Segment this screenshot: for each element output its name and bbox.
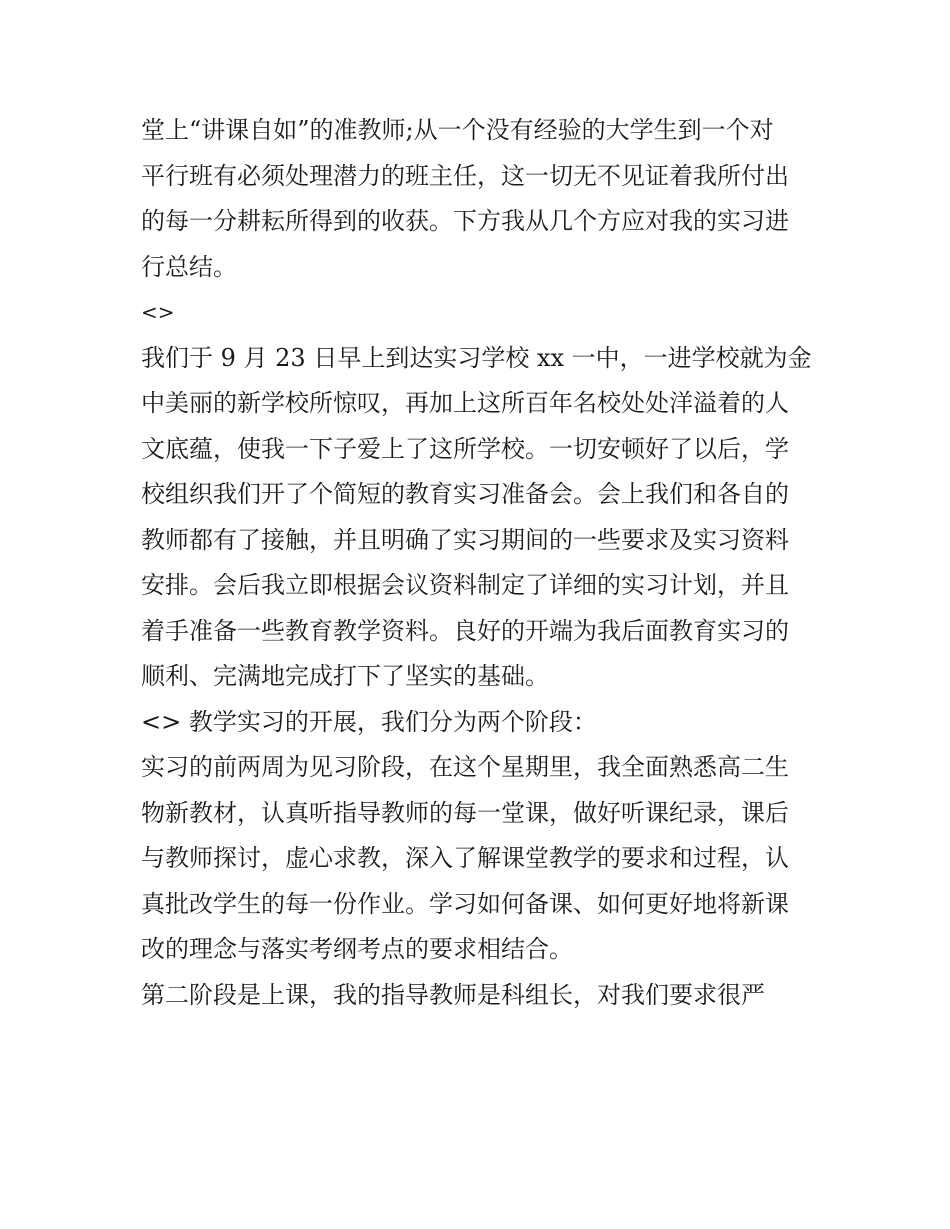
text-line: 教师都有了接触，并且明确了实习期间的一些要求及实习资料 (141, 525, 789, 554)
text-line: 我们于 9 月 23 日早上到达实习学校 xx 一中，一进学校就为金 (141, 343, 812, 372)
text-line: 安排。会后我立即根据会议资料制定了详细的实习计划，并且 (141, 571, 789, 599)
text-line: 堂上“讲课自如”的准教师;从一个没有经验的大学生到一个对 (141, 116, 774, 144)
text-line: 与教师探讨，虚心求教，深入了解课堂教学的要求和过程，认 (141, 844, 789, 872)
text-line: 第二阶段是上课，我的指导教师是科组长，对我们要求很严 (141, 980, 765, 1009)
section-heading: <> 教学实习的开展，我们分为两个阶段： (141, 707, 597, 736)
text-line: 中美丽的新学校所惊叹，再加上这所百年名校处处洋溢着的人 (141, 389, 789, 417)
text-line: 的每一分耕耘所得到的收获。下方我从几个方应对我的实习进 (141, 207, 789, 235)
text-line: 物新教材，认真听指导教师的每一堂课，做好听课纪录，课后 (141, 798, 789, 827)
text-line: 改的理念与落实考纲考点的要求相结合。 (141, 935, 573, 963)
text-line: 文底蕴，使我一下子爱上了这所学校。一切安顿好了以后，学 (141, 434, 789, 463)
text-line: 行总结。 (141, 252, 237, 281)
text-line: 校组织我们开了个简短的教育实习准备会。会上我们和各自的 (141, 480, 789, 508)
text-line: 顺利、完满地完成打下了坚实的基础。 (141, 662, 549, 690)
text-line: 真批改学生的每一份作业。学习如何备课、如何更好地将新课 (141, 889, 789, 918)
text-line: 着手准备一些教育教学资料。良好的开端为我后面教育实习的 (141, 616, 789, 645)
section-marker: <> (141, 300, 175, 324)
text-line: 平行班有必须处理潜力的班主任，这一切无不见证着我所付出 (141, 161, 789, 190)
document-body (141, 108, 821, 1018)
text-line: 实习的前两周为见习阶段，在这个星期里，我全面熟悉高二生 (141, 753, 789, 781)
